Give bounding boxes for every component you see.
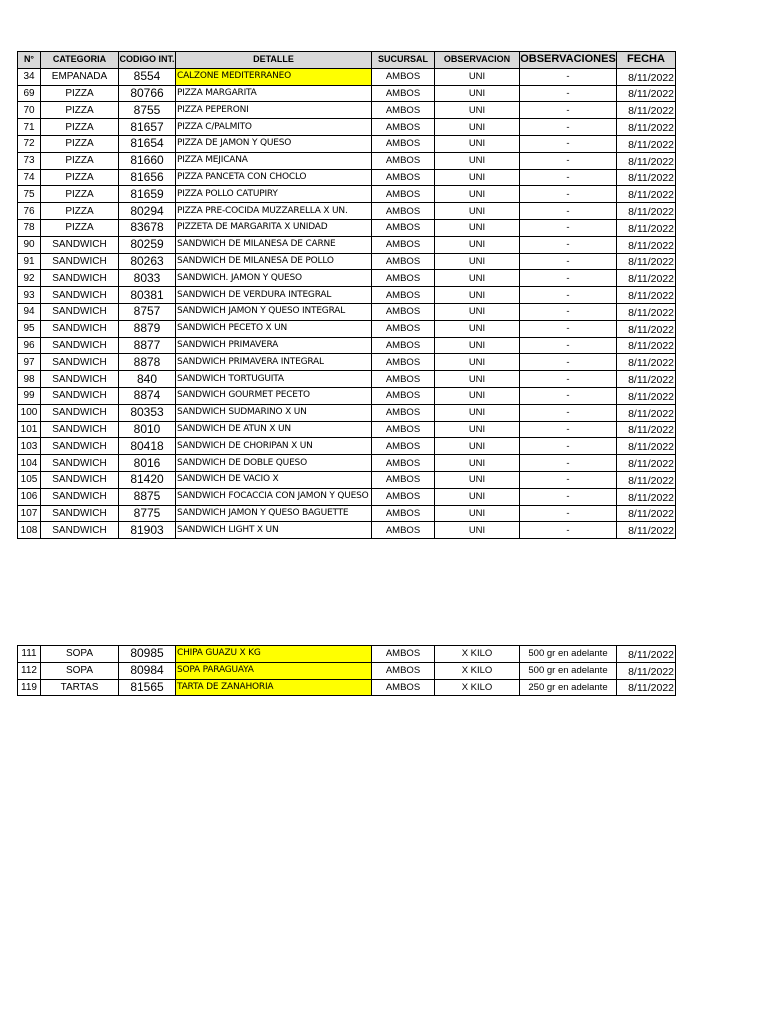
observations-cell: - bbox=[520, 219, 617, 236]
category-cell: SANDWICH bbox=[41, 320, 119, 337]
row-number-cell: 72 bbox=[18, 135, 41, 152]
date-cell: 8/11/2022 bbox=[617, 337, 676, 354]
observation-cell: UNI bbox=[435, 522, 520, 539]
branch-cell: AMBOS bbox=[372, 505, 435, 522]
observations-cell: - bbox=[520, 102, 617, 119]
detail-cell: PIZZETA DE MARGARITA X UNIDAD bbox=[176, 219, 372, 236]
observations-cell: - bbox=[520, 421, 617, 438]
branch-cell: AMBOS bbox=[372, 119, 435, 136]
branch-cell: AMBOS bbox=[372, 102, 435, 119]
code-cell: 80294 bbox=[119, 203, 176, 220]
detail-cell: TARTA DE ZANAHORIA bbox=[176, 679, 372, 696]
branch-cell: AMBOS bbox=[372, 85, 435, 102]
observation-cell: UNI bbox=[435, 253, 520, 270]
observation-cell: X KILO bbox=[435, 646, 520, 663]
row-number-cell: 97 bbox=[18, 354, 41, 371]
category-cell: SANDWICH bbox=[41, 354, 119, 371]
row-number-cell: 69 bbox=[18, 85, 41, 102]
code-cell: 8554 bbox=[119, 68, 176, 85]
row-number-cell: 94 bbox=[18, 303, 41, 320]
category-cell: SANDWICH bbox=[41, 253, 119, 270]
branch-cell: AMBOS bbox=[372, 387, 435, 404]
category-cell: SANDWICH bbox=[41, 471, 119, 488]
detail-cell: CHIPA GUAZU X KG bbox=[176, 646, 372, 663]
branch-cell: AMBOS bbox=[372, 438, 435, 455]
header-fecha: FECHA bbox=[617, 52, 676, 69]
branch-cell: AMBOS bbox=[372, 522, 435, 539]
detail-cell: PIZZA PEPERONI bbox=[176, 102, 372, 119]
table-row bbox=[18, 505, 676, 522]
category-cell: SANDWICH bbox=[41, 455, 119, 472]
detail-cell: SANDWICH DE ATUN X UN bbox=[176, 421, 372, 438]
category-cell: SANDWICH bbox=[41, 287, 119, 304]
row-number-cell: 71 bbox=[18, 119, 41, 136]
detail-cell: SANDWICH TORTUGUITA bbox=[176, 371, 372, 388]
observation-cell: UNI bbox=[435, 119, 520, 136]
detail-cell: PIZZA C/PALMITO bbox=[176, 119, 372, 136]
table-row bbox=[18, 421, 676, 438]
category-cell: PIZZA bbox=[41, 152, 119, 169]
observation-cell: UNI bbox=[435, 337, 520, 354]
code-cell: 8878 bbox=[119, 354, 176, 371]
date-cell: 8/11/2022 bbox=[617, 186, 676, 203]
row-number-cell: 74 bbox=[18, 169, 41, 186]
table-row bbox=[18, 679, 676, 696]
observation-cell: UNI bbox=[435, 152, 520, 169]
header-n: N° bbox=[18, 52, 41, 69]
date-cell: 8/11/2022 bbox=[617, 471, 676, 488]
date-cell: 8/11/2022 bbox=[617, 455, 676, 472]
table-row bbox=[18, 404, 676, 421]
observation-cell: X KILO bbox=[435, 679, 520, 696]
table-row bbox=[18, 455, 676, 472]
branch-cell: AMBOS bbox=[372, 337, 435, 354]
observation-cell: UNI bbox=[435, 438, 520, 455]
observations-cell: - bbox=[520, 152, 617, 169]
observation-cell: UNI bbox=[435, 354, 520, 371]
observations-cell: - bbox=[520, 135, 617, 152]
observations-cell: 250 gr en adelante bbox=[520, 679, 617, 696]
table-row bbox=[18, 320, 676, 337]
date-cell: 8/11/2022 bbox=[617, 102, 676, 119]
observations-cell: - bbox=[520, 471, 617, 488]
date-cell: 8/11/2022 bbox=[617, 371, 676, 388]
observations-cell: - bbox=[520, 236, 617, 253]
observation-cell: UNI bbox=[435, 488, 520, 505]
branch-cell: AMBOS bbox=[372, 186, 435, 203]
detail-cell: SANDWICH DE DOBLE QUESO bbox=[176, 455, 372, 472]
detail-cell: SANDWICH PECETO X UN bbox=[176, 320, 372, 337]
code-cell: 81660 bbox=[119, 152, 176, 169]
table-row bbox=[18, 186, 676, 203]
row-number-cell: 90 bbox=[18, 236, 41, 253]
table-row bbox=[18, 85, 676, 102]
detail-cell: PIZZA PRE-COCIDA MUZZARELLA X UN. bbox=[176, 203, 372, 220]
observations-cell: 500 gr en adelante bbox=[520, 662, 617, 679]
observations-cell: - bbox=[520, 320, 617, 337]
branch-cell: AMBOS bbox=[372, 253, 435, 270]
observations-cell: - bbox=[520, 337, 617, 354]
date-cell: 8/11/2022 bbox=[617, 646, 676, 663]
table-row bbox=[18, 522, 676, 539]
table-row bbox=[18, 387, 676, 404]
date-cell: 8/11/2022 bbox=[617, 270, 676, 287]
row-number-cell: 104 bbox=[18, 455, 41, 472]
code-cell: 8033 bbox=[119, 270, 176, 287]
branch-cell: AMBOS bbox=[372, 662, 435, 679]
table-row bbox=[18, 102, 676, 119]
branch-cell: AMBOS bbox=[372, 152, 435, 169]
observations-cell: - bbox=[520, 270, 617, 287]
category-cell: PIZZA bbox=[41, 186, 119, 203]
observations-cell: - bbox=[520, 287, 617, 304]
table-row bbox=[18, 169, 676, 186]
products-by-kilo-table-body bbox=[18, 646, 676, 696]
row-number-cell: 75 bbox=[18, 186, 41, 203]
branch-cell: AMBOS bbox=[372, 646, 435, 663]
date-cell: 8/11/2022 bbox=[617, 404, 676, 421]
row-number-cell: 106 bbox=[18, 488, 41, 505]
category-cell: SANDWICH bbox=[41, 404, 119, 421]
branch-cell: AMBOS bbox=[372, 371, 435, 388]
date-cell: 8/11/2022 bbox=[617, 522, 676, 539]
observation-cell: X KILO bbox=[435, 662, 520, 679]
date-cell: 8/11/2022 bbox=[617, 85, 676, 102]
branch-cell: AMBOS bbox=[372, 404, 435, 421]
category-cell: TARTAS bbox=[41, 679, 119, 696]
detail-cell: PIZZA PANCETA CON CHOCLO bbox=[176, 169, 372, 186]
date-cell: 8/11/2022 bbox=[617, 287, 676, 304]
products-table bbox=[17, 51, 676, 539]
date-cell: 8/11/2022 bbox=[617, 354, 676, 371]
category-cell: SOPA bbox=[41, 662, 119, 679]
row-number-cell: 101 bbox=[18, 421, 41, 438]
header-sucursal: SUCURSAL bbox=[372, 52, 435, 69]
observations-cell: - bbox=[520, 371, 617, 388]
date-cell: 8/11/2022 bbox=[617, 679, 676, 696]
observations-cell: - bbox=[520, 203, 617, 220]
row-number-cell: 91 bbox=[18, 253, 41, 270]
observation-cell: UNI bbox=[435, 186, 520, 203]
category-cell: SANDWICH bbox=[41, 270, 119, 287]
detail-cell: SANDWICH DE CHORIPAN X UN bbox=[176, 438, 372, 455]
row-number-cell: 100 bbox=[18, 404, 41, 421]
table-row bbox=[18, 646, 676, 663]
detail-cell: SANDWICH PRIMAVERA INTEGRAL bbox=[176, 354, 372, 371]
code-cell: 80353 bbox=[119, 404, 176, 421]
date-cell: 8/11/2022 bbox=[617, 387, 676, 404]
code-cell: 8010 bbox=[119, 421, 176, 438]
detail-cell: SANDWICH DE MILANESA DE CARNE bbox=[176, 236, 372, 253]
branch-cell: AMBOS bbox=[372, 236, 435, 253]
detail-cell: SANDWICH PRIMAVERA bbox=[176, 337, 372, 354]
branch-cell: AMBOS bbox=[372, 287, 435, 304]
header-detalle: DETALLE bbox=[176, 52, 372, 69]
code-cell: 81657 bbox=[119, 119, 176, 136]
observation-cell: UNI bbox=[435, 85, 520, 102]
code-cell: 81654 bbox=[119, 135, 176, 152]
table-row bbox=[18, 270, 676, 287]
row-number-cell: 92 bbox=[18, 270, 41, 287]
detail-cell: SANDWICH DE MILANESA DE POLLO bbox=[176, 253, 372, 270]
code-cell: 8775 bbox=[119, 505, 176, 522]
code-cell: 80263 bbox=[119, 253, 176, 270]
row-number-cell: 73 bbox=[18, 152, 41, 169]
observations-cell: - bbox=[520, 455, 617, 472]
detail-cell: SANDWICH DE VERDURA INTEGRAL bbox=[176, 287, 372, 304]
observations-cell: - bbox=[520, 387, 617, 404]
category-cell: SOPA bbox=[41, 646, 119, 663]
row-number-cell: 103 bbox=[18, 438, 41, 455]
observation-cell: UNI bbox=[435, 203, 520, 220]
category-cell: SANDWICH bbox=[41, 421, 119, 438]
date-cell: 8/11/2022 bbox=[617, 152, 676, 169]
observation-cell: UNI bbox=[435, 455, 520, 472]
observation-cell: UNI bbox=[435, 135, 520, 152]
observations-cell: - bbox=[520, 253, 617, 270]
branch-cell: AMBOS bbox=[372, 488, 435, 505]
detail-cell: SANDWICH LIGHT X UN bbox=[176, 522, 372, 539]
category-cell: SANDWICH bbox=[41, 522, 119, 539]
row-number-cell: 108 bbox=[18, 522, 41, 539]
code-cell: 80984 bbox=[119, 662, 176, 679]
category-cell: PIZZA bbox=[41, 203, 119, 220]
detail-cell: PIZZA MARGARITA bbox=[176, 85, 372, 102]
detail-cell: SOPA PARAGUAYA bbox=[176, 662, 372, 679]
category-cell: PIZZA bbox=[41, 169, 119, 186]
date-cell: 8/11/2022 bbox=[617, 68, 676, 85]
code-cell: 83678 bbox=[119, 219, 176, 236]
branch-cell: AMBOS bbox=[372, 203, 435, 220]
detail-cell: SANDWICH FOCACCIA CON JAMON Y QUESO bbox=[176, 488, 372, 505]
code-cell: 81656 bbox=[119, 169, 176, 186]
date-cell: 8/11/2022 bbox=[617, 438, 676, 455]
row-number-cell: 78 bbox=[18, 219, 41, 236]
table-row bbox=[18, 68, 676, 85]
observation-cell: UNI bbox=[435, 320, 520, 337]
detail-cell: SANDWICH. JAMON Y QUESO bbox=[176, 270, 372, 287]
products-table-body bbox=[18, 68, 676, 538]
category-cell: SANDWICH bbox=[41, 438, 119, 455]
date-cell: 8/11/2022 bbox=[617, 505, 676, 522]
row-number-cell: 105 bbox=[18, 471, 41, 488]
branch-cell: AMBOS bbox=[372, 303, 435, 320]
code-cell: 8757 bbox=[119, 303, 176, 320]
observations-cell: - bbox=[520, 186, 617, 203]
table-row bbox=[18, 354, 676, 371]
observations-cell: - bbox=[520, 303, 617, 320]
code-cell: 80259 bbox=[119, 236, 176, 253]
branch-cell: AMBOS bbox=[372, 135, 435, 152]
date-cell: 8/11/2022 bbox=[617, 169, 676, 186]
branch-cell: AMBOS bbox=[372, 68, 435, 85]
observation-cell: UNI bbox=[435, 236, 520, 253]
date-cell: 8/11/2022 bbox=[617, 421, 676, 438]
row-number-cell: 107 bbox=[18, 505, 41, 522]
date-cell: 8/11/2022 bbox=[617, 253, 676, 270]
code-cell: 8016 bbox=[119, 455, 176, 472]
code-cell: 81565 bbox=[119, 679, 176, 696]
header-codigo: CODIGO INT. bbox=[119, 52, 176, 69]
table-row bbox=[18, 135, 676, 152]
observations-cell: - bbox=[520, 68, 617, 85]
detail-cell: SANDWICH JAMON Y QUESO BAGUETTE bbox=[176, 505, 372, 522]
observation-cell: UNI bbox=[435, 471, 520, 488]
products-by-kilo-table bbox=[17, 645, 676, 696]
detail-cell: SANDWICH GOURMET PECETO bbox=[176, 387, 372, 404]
row-number-cell: 98 bbox=[18, 371, 41, 388]
category-cell: SANDWICH bbox=[41, 488, 119, 505]
code-cell: 80985 bbox=[119, 646, 176, 663]
observations-cell: - bbox=[520, 488, 617, 505]
detail-cell: SANDWICH JAMON Y QUESO INTEGRAL bbox=[176, 303, 372, 320]
observations-cell: - bbox=[520, 404, 617, 421]
code-cell: 8755 bbox=[119, 102, 176, 119]
table-row bbox=[18, 662, 676, 679]
table-row bbox=[18, 488, 676, 505]
code-cell: 8875 bbox=[119, 488, 176, 505]
header-categoria: CATEGORIA bbox=[41, 52, 119, 69]
date-cell: 8/11/2022 bbox=[617, 236, 676, 253]
table-row bbox=[18, 337, 676, 354]
detail-cell: PIZZA POLLO CATUPIRY bbox=[176, 186, 372, 203]
header-observaciones: OBSERVACIONES bbox=[520, 52, 617, 69]
date-cell: 8/11/2022 bbox=[617, 135, 676, 152]
code-cell: 80766 bbox=[119, 85, 176, 102]
row-number-cell: 111 bbox=[18, 646, 41, 663]
table-row bbox=[18, 152, 676, 169]
code-cell: 81420 bbox=[119, 471, 176, 488]
observation-cell: UNI bbox=[435, 169, 520, 186]
observations-cell: - bbox=[520, 438, 617, 455]
category-cell: SANDWICH bbox=[41, 371, 119, 388]
row-number-cell: 93 bbox=[18, 287, 41, 304]
branch-cell: AMBOS bbox=[372, 169, 435, 186]
table-row bbox=[18, 471, 676, 488]
observation-cell: UNI bbox=[435, 219, 520, 236]
observation-cell: UNI bbox=[435, 387, 520, 404]
observations-cell: - bbox=[520, 119, 617, 136]
date-cell: 8/11/2022 bbox=[617, 662, 676, 679]
branch-cell: AMBOS bbox=[372, 270, 435, 287]
code-cell: 81659 bbox=[119, 186, 176, 203]
observation-cell: UNI bbox=[435, 421, 520, 438]
branch-cell: AMBOS bbox=[372, 354, 435, 371]
date-cell: 8/11/2022 bbox=[617, 203, 676, 220]
observation-cell: UNI bbox=[435, 371, 520, 388]
observation-cell: UNI bbox=[435, 287, 520, 304]
category-cell: SANDWICH bbox=[41, 236, 119, 253]
table-row bbox=[18, 287, 676, 304]
category-cell: SANDWICH bbox=[41, 303, 119, 320]
table-row bbox=[18, 303, 676, 320]
branch-cell: AMBOS bbox=[372, 455, 435, 472]
header-observacion: OBSERVACION bbox=[435, 52, 520, 69]
table-row bbox=[18, 119, 676, 136]
category-cell: SANDWICH bbox=[41, 505, 119, 522]
code-cell: 8877 bbox=[119, 337, 176, 354]
code-cell: 840 bbox=[119, 371, 176, 388]
observations-cell: - bbox=[520, 522, 617, 539]
code-cell: 80381 bbox=[119, 287, 176, 304]
row-number-cell: 34 bbox=[18, 68, 41, 85]
observation-cell: UNI bbox=[435, 68, 520, 85]
table-row bbox=[18, 203, 676, 220]
branch-cell: AMBOS bbox=[372, 679, 435, 696]
observations-cell: - bbox=[520, 169, 617, 186]
date-cell: 8/11/2022 bbox=[617, 303, 676, 320]
detail-cell: CALZONE MEDITERRANEO bbox=[176, 68, 372, 85]
row-number-cell: 95 bbox=[18, 320, 41, 337]
row-number-cell: 119 bbox=[18, 679, 41, 696]
category-cell: SANDWICH bbox=[41, 337, 119, 354]
observation-cell: UNI bbox=[435, 102, 520, 119]
header-row bbox=[18, 52, 676, 69]
branch-cell: AMBOS bbox=[372, 471, 435, 488]
observations-cell: - bbox=[520, 85, 617, 102]
row-number-cell: 76 bbox=[18, 203, 41, 220]
date-cell: 8/11/2022 bbox=[617, 488, 676, 505]
observation-cell: UNI bbox=[435, 303, 520, 320]
date-cell: 8/11/2022 bbox=[617, 219, 676, 236]
detail-cell: PIZZA MEJICANA bbox=[176, 152, 372, 169]
detail-cell: PIZZA DE JAMON Y QUESO bbox=[176, 135, 372, 152]
code-cell: 8874 bbox=[119, 387, 176, 404]
observations-cell: 500 gr en adelante bbox=[520, 646, 617, 663]
table-row bbox=[18, 253, 676, 270]
table-row bbox=[18, 236, 676, 253]
category-cell: PIZZA bbox=[41, 119, 119, 136]
row-number-cell: 99 bbox=[18, 387, 41, 404]
code-cell: 81903 bbox=[119, 522, 176, 539]
observation-cell: UNI bbox=[435, 270, 520, 287]
category-cell: PIZZA bbox=[41, 102, 119, 119]
observation-cell: UNI bbox=[435, 404, 520, 421]
observation-cell: UNI bbox=[435, 505, 520, 522]
category-cell: EMPANADA bbox=[41, 68, 119, 85]
category-cell: SANDWICH bbox=[41, 387, 119, 404]
category-cell: PIZZA bbox=[41, 85, 119, 102]
date-cell: 8/11/2022 bbox=[617, 119, 676, 136]
category-cell: PIZZA bbox=[41, 219, 119, 236]
observations-cell: - bbox=[520, 505, 617, 522]
branch-cell: AMBOS bbox=[372, 421, 435, 438]
branch-cell: AMBOS bbox=[372, 320, 435, 337]
detail-cell: SANDWICH SUDMARINO X UN bbox=[176, 404, 372, 421]
table-row bbox=[18, 371, 676, 388]
code-cell: 80418 bbox=[119, 438, 176, 455]
table-row bbox=[18, 438, 676, 455]
row-number-cell: 70 bbox=[18, 102, 41, 119]
observations-cell: - bbox=[520, 354, 617, 371]
branch-cell: AMBOS bbox=[372, 219, 435, 236]
row-number-cell: 96 bbox=[18, 337, 41, 354]
code-cell: 8879 bbox=[119, 320, 176, 337]
category-cell: PIZZA bbox=[41, 135, 119, 152]
table-row bbox=[18, 219, 676, 236]
row-number-cell: 112 bbox=[18, 662, 41, 679]
detail-cell: SANDWICH DE VACIO X bbox=[176, 471, 372, 488]
date-cell: 8/11/2022 bbox=[617, 320, 676, 337]
